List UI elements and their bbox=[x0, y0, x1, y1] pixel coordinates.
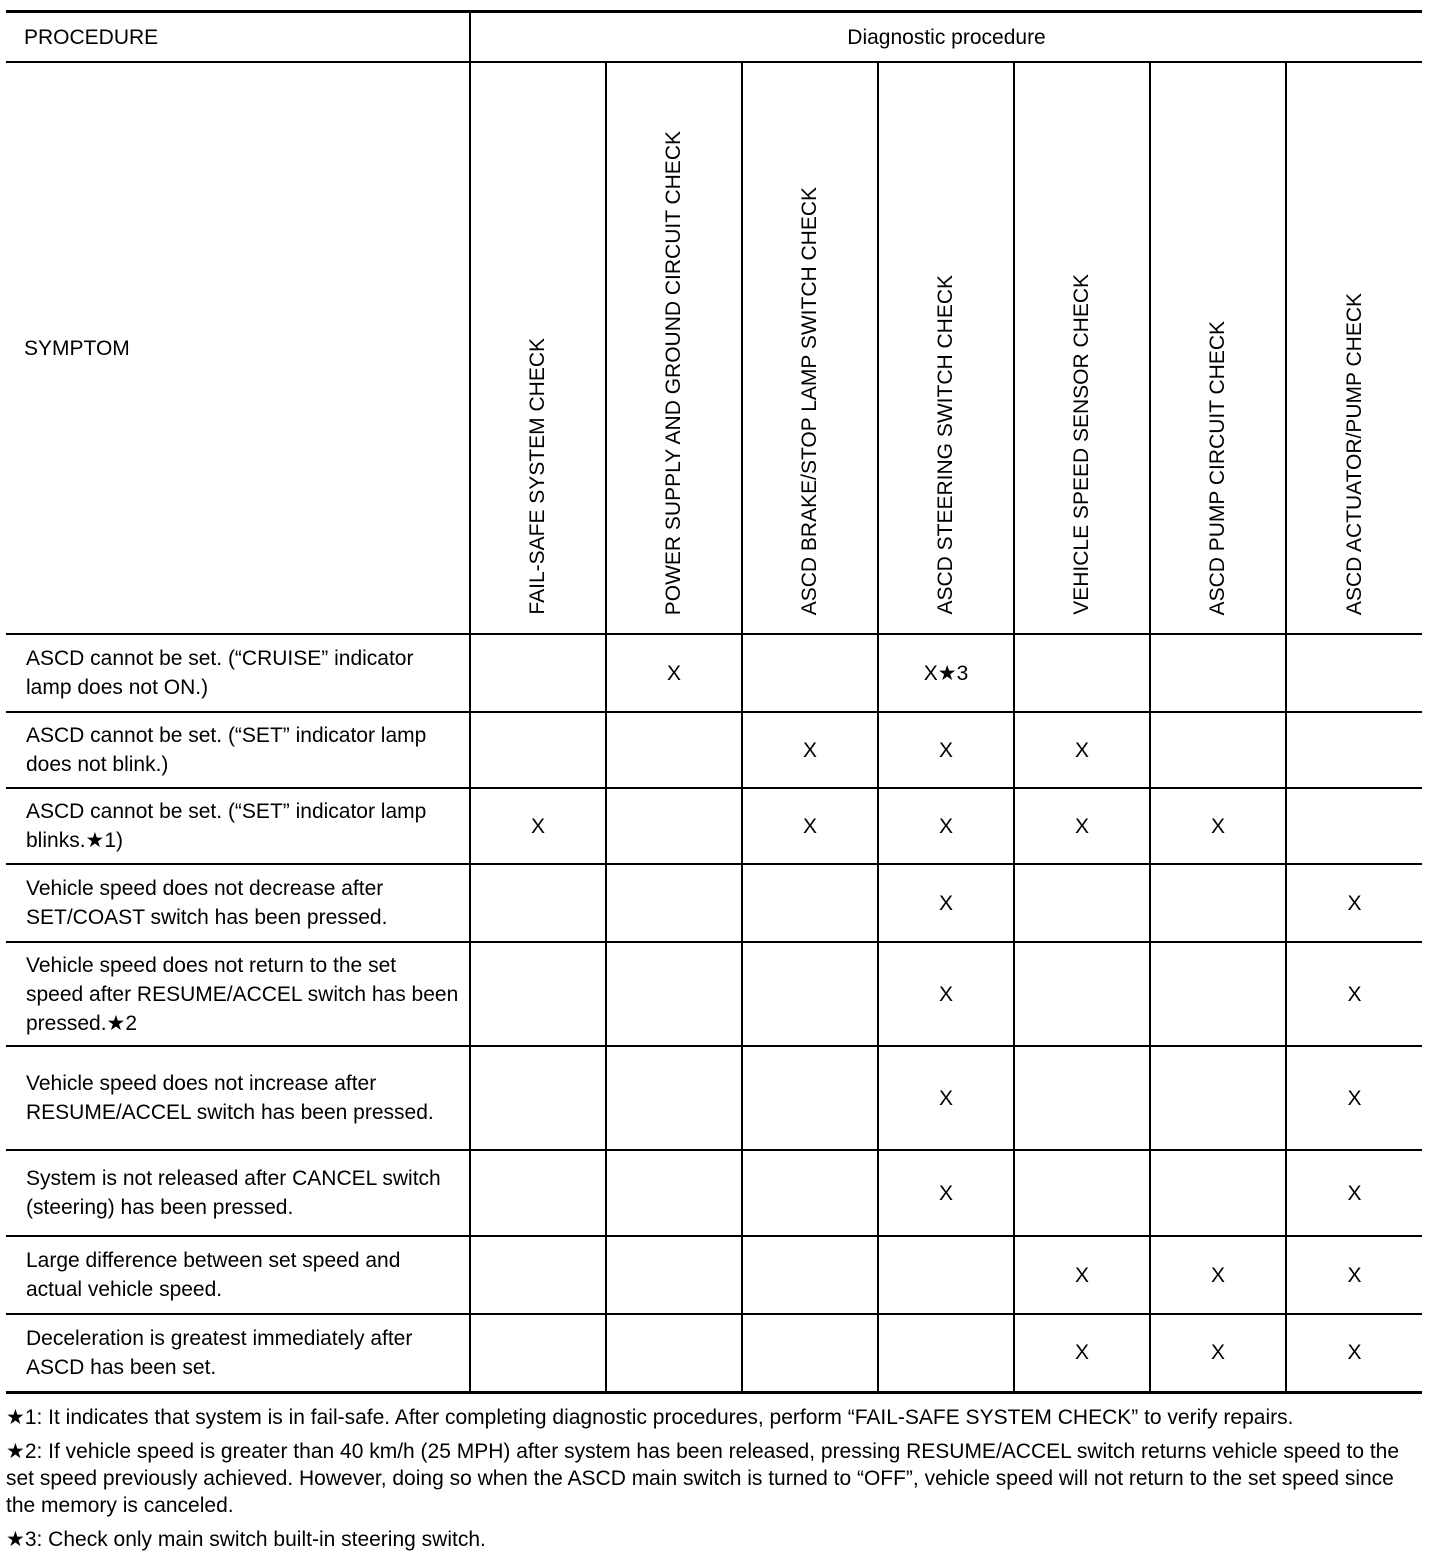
check-mark-cell bbox=[606, 1314, 742, 1392]
table-row bbox=[6, 1150, 1422, 1236]
column-header bbox=[470, 62, 606, 634]
check-mark-cell bbox=[470, 864, 606, 942]
check-mark-cell: X bbox=[878, 788, 1014, 864]
diagnostic-procedure-header: Diagnostic procedure bbox=[470, 12, 1422, 63]
document-page bbox=[6, 10, 1422, 1560]
procedure-label: PROCEDURE bbox=[6, 12, 470, 63]
column-header-label: ASCD STEERING SWITCH CHECK bbox=[934, 275, 957, 615]
check-mark-cell bbox=[606, 1046, 742, 1150]
column-header bbox=[606, 62, 742, 634]
check-mark-cell bbox=[1150, 634, 1286, 712]
footnote: ★1: It indicates that system is in fail-safe. After completing diagnostic procedures, perform “FAIL-SAFE SYSTEM CHECK” to verify repairs. bbox=[6, 1405, 1294, 1429]
header-row bbox=[6, 12, 1422, 63]
symptom-cell: Vehicle speed does not return to the set speed after RESUME/ACCEL switch has been pressed.★2 bbox=[6, 942, 470, 1046]
check-mark-cell bbox=[1014, 634, 1150, 712]
check-mark-cell bbox=[742, 1150, 878, 1236]
check-mark-cell: X bbox=[1150, 788, 1286, 864]
check-mark-cell: X bbox=[1286, 1314, 1422, 1392]
check-mark-cell bbox=[878, 1236, 1014, 1314]
column-header-label: ASCD BRAKE/STOP LAMP SWITCH CHECK bbox=[798, 186, 821, 615]
check-mark-cell: X bbox=[878, 1046, 1014, 1150]
check-mark-cell: X bbox=[1014, 1314, 1150, 1392]
table-row bbox=[6, 864, 1422, 942]
check-mark-cell bbox=[606, 1150, 742, 1236]
column-header bbox=[878, 62, 1014, 634]
check-mark-cell: X bbox=[1014, 1236, 1150, 1314]
check-mark-cell: X bbox=[1286, 864, 1422, 942]
table-row bbox=[6, 712, 1422, 788]
check-mark-cell bbox=[470, 1314, 606, 1392]
check-mark-cell: X bbox=[1286, 942, 1422, 1046]
column-header-label: ASCD ACTUATOR/PUMP CHECK bbox=[1342, 292, 1366, 615]
column-header-label: VEHICLE SPEED SENSOR CHECK bbox=[1070, 274, 1093, 615]
check-mark-cell bbox=[606, 712, 742, 788]
check-mark-cell bbox=[606, 864, 742, 942]
check-mark-cell bbox=[1150, 942, 1286, 1046]
table-row bbox=[6, 634, 1422, 712]
check-mark-cell: X bbox=[878, 712, 1014, 788]
column-header bbox=[1286, 62, 1422, 634]
symptom-cell: ASCD cannot be set. (“CRUISE” indicator lamp does not ON.) bbox=[6, 634, 470, 712]
check-mark-cell: X bbox=[742, 788, 878, 864]
symptom-cell: ASCD cannot be set. (“SET” indicator lamp blinks.★1) bbox=[6, 788, 470, 864]
check-mark-cell: X bbox=[1150, 1236, 1286, 1314]
check-mark-cell: X bbox=[470, 788, 606, 864]
check-mark-cell bbox=[1286, 634, 1422, 712]
check-mark-cell: X bbox=[1286, 1236, 1422, 1314]
check-mark-cell bbox=[742, 1236, 878, 1314]
column-header bbox=[742, 62, 878, 634]
footnotes bbox=[6, 1404, 1422, 1553]
check-mark-cell bbox=[1150, 1046, 1286, 1150]
check-mark-cell: X bbox=[1286, 1150, 1422, 1236]
column-header-label: ASCD PUMP CIRCUIT CHECK bbox=[1206, 320, 1229, 615]
column-header-row bbox=[6, 62, 1422, 634]
check-mark-cell bbox=[1286, 788, 1422, 864]
check-mark-cell bbox=[1014, 942, 1150, 1046]
check-mark-cell bbox=[606, 1236, 742, 1314]
column-header bbox=[1014, 62, 1150, 634]
table-row bbox=[6, 1314, 1422, 1392]
check-mark-cell bbox=[1150, 712, 1286, 788]
check-mark-cell bbox=[470, 1150, 606, 1236]
column-header-label: FAIL-SAFE SYSTEM CHECK bbox=[526, 338, 549, 615]
symptom-cell: Deceleration is greatest immediately after ASCD has been set. bbox=[6, 1314, 470, 1392]
check-mark-cell bbox=[1014, 864, 1150, 942]
check-mark-cell bbox=[470, 1236, 606, 1314]
check-mark-cell bbox=[742, 1314, 878, 1392]
check-mark-cell: X bbox=[878, 942, 1014, 1046]
footnote: ★2: If vehicle speed is greater than 40 km/h (25 MPH) after system has been released, pressing RESUME/ACCEL switch returns vehicle speed to the set speed previously achieved. However, doing so when the ASCD main switch is turned to “OFF”, vehicle speed will not return to the set speed since the memory is canceled. bbox=[6, 1439, 1400, 1517]
symptom-cell: ASCD cannot be set. (“SET” indicator lamp does not blink.) bbox=[6, 712, 470, 788]
symptom-cell: Vehicle speed does not increase after RESUME/ACCEL switch has been pressed. bbox=[6, 1046, 470, 1150]
check-mark-cell bbox=[742, 942, 878, 1046]
check-mark-cell bbox=[470, 1046, 606, 1150]
footnote: ★3: Check only main switch built-in steering switch. bbox=[6, 1527, 486, 1551]
diagnostic-table bbox=[6, 10, 1422, 1394]
check-mark-cell bbox=[1014, 1046, 1150, 1150]
check-mark-cell bbox=[1286, 712, 1422, 788]
check-mark-cell bbox=[470, 942, 606, 1046]
table-row bbox=[6, 1236, 1422, 1314]
check-mark-cell bbox=[742, 634, 878, 712]
check-mark-cell bbox=[1150, 1150, 1286, 1236]
check-mark-cell: X bbox=[1286, 1046, 1422, 1150]
symptom-cell: Large difference between set speed and actual vehicle speed. bbox=[6, 1236, 470, 1314]
check-mark-cell bbox=[606, 942, 742, 1046]
check-mark-cell bbox=[1014, 1150, 1150, 1236]
check-mark-cell: X bbox=[878, 1150, 1014, 1236]
check-mark-cell bbox=[1150, 864, 1286, 942]
check-mark-cell: X bbox=[1150, 1314, 1286, 1392]
check-mark-cell bbox=[606, 788, 742, 864]
check-mark-cell: X bbox=[1014, 788, 1150, 864]
table-row bbox=[6, 942, 1422, 1046]
check-mark-cell bbox=[742, 864, 878, 942]
check-mark-cell: X★3 bbox=[878, 634, 1014, 712]
table-row bbox=[6, 788, 1422, 864]
symptom-cell: Vehicle speed does not decrease after SET/COAST switch has been pressed. bbox=[6, 864, 470, 942]
table-row bbox=[6, 1046, 1422, 1150]
symptom-label: SYMPTOM bbox=[6, 62, 470, 634]
check-mark-cell bbox=[878, 1314, 1014, 1392]
check-mark-cell bbox=[470, 712, 606, 788]
check-mark-cell bbox=[470, 634, 606, 712]
check-mark-cell: X bbox=[606, 634, 742, 712]
column-header-label: POWER SUPPLY AND GROUND CIRCUIT CHECK bbox=[662, 130, 685, 615]
column-header bbox=[1150, 62, 1286, 634]
check-mark-cell: X bbox=[878, 864, 1014, 942]
check-mark-cell: X bbox=[1014, 712, 1150, 788]
symptom-cell: System is not released after CANCEL switch (steering) has been pressed. bbox=[6, 1150, 470, 1236]
check-mark-cell bbox=[742, 1046, 878, 1150]
check-mark-cell: X bbox=[742, 712, 878, 788]
